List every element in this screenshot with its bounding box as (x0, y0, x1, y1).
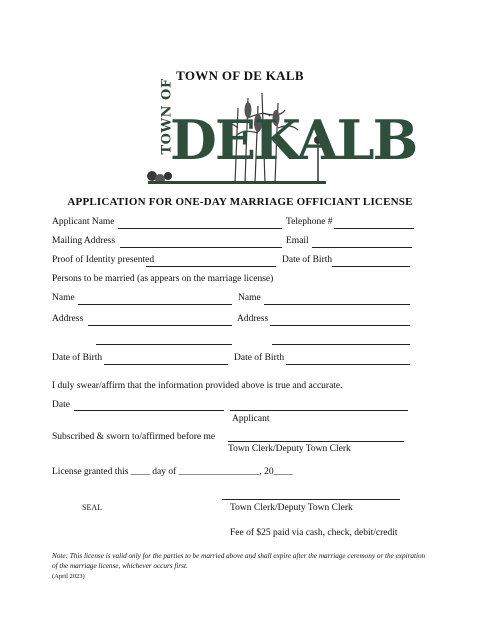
logo-main-text: DEKALB (170, 108, 417, 172)
license-granted-text: License granted this ____ day of _________________, 20____ (52, 467, 293, 477)
revision-date: (April 2023) (52, 573, 85, 580)
proof-identity-label: Proof of Identity presented (52, 255, 155, 265)
date-label: Date (52, 400, 70, 410)
subscribed-text: Subscribed & sworn to/affirmed before me (52, 432, 216, 442)
email-field[interactable] (312, 247, 412, 248)
clerk-caption: Town Clerk/Deputy Town Clerk (228, 444, 351, 454)
proof-identity-field[interactable] (146, 266, 276, 267)
applicant-dob-label: Date of Birth (282, 255, 333, 265)
telephone-label: Telephone # (286, 217, 333, 227)
seal-label: SEAL (82, 503, 102, 512)
applicant-name-field[interactable] (118, 228, 282, 229)
applicant-caption: Applicant (232, 414, 270, 424)
clerk2-caption: Town Clerk/Deputy Town Clerk (230, 503, 353, 513)
name1-field[interactable] (78, 304, 232, 305)
address2-line2-field[interactable] (272, 344, 410, 345)
applicant-dob-field[interactable] (332, 266, 410, 267)
address1-label: Address (52, 314, 84, 324)
applicant-signature-field[interactable] (230, 410, 408, 411)
email-label: Email (286, 236, 309, 246)
dob2-field[interactable] (286, 364, 410, 365)
telephone-field[interactable] (334, 228, 414, 229)
applicant-name-label: Applicant Name (52, 217, 115, 227)
logo-side-text: TOWN OF (159, 78, 175, 155)
note-text: Note: This license is valid only for the parties to be married above and shall expire after the marriage ceremony or the expiration of the marriage license, whichever occurs first. (52, 552, 426, 570)
name1-label: Name (52, 293, 75, 303)
form-title: APPLICATION FOR ONE-DAY MARRIAGE OFFICIANT LICENSE (67, 196, 413, 208)
name2-label: Name (238, 293, 261, 303)
address2-field[interactable] (270, 325, 410, 326)
address2-label: Address (237, 314, 269, 324)
address1-field[interactable] (88, 325, 232, 326)
town-title: TOWN OF DE KALB (176, 68, 304, 83)
name2-field[interactable] (264, 304, 410, 305)
clerk2-signature-field[interactable] (222, 499, 400, 500)
clerk-signature-field[interactable] (228, 441, 404, 442)
address1-line2-field[interactable] (96, 344, 232, 345)
dob2-label: Date of Birth (234, 353, 285, 363)
mailing-address-label: Mailing Address (52, 236, 116, 246)
mailing-address-field[interactable] (120, 247, 282, 248)
affirmation-text: I duly swear/affirm that the information provided above is true and accurate. (52, 381, 343, 391)
date-field[interactable] (74, 410, 224, 411)
fee-text: Fee of $25 paid via cash, check, debit/credit (230, 528, 398, 538)
town-logo (140, 78, 417, 188)
dob1-label: Date of Birth (52, 353, 103, 363)
dob1-field[interactable] (104, 364, 228, 365)
persons-heading: Persons to be married (as appears on the marriage license) (52, 274, 274, 284)
